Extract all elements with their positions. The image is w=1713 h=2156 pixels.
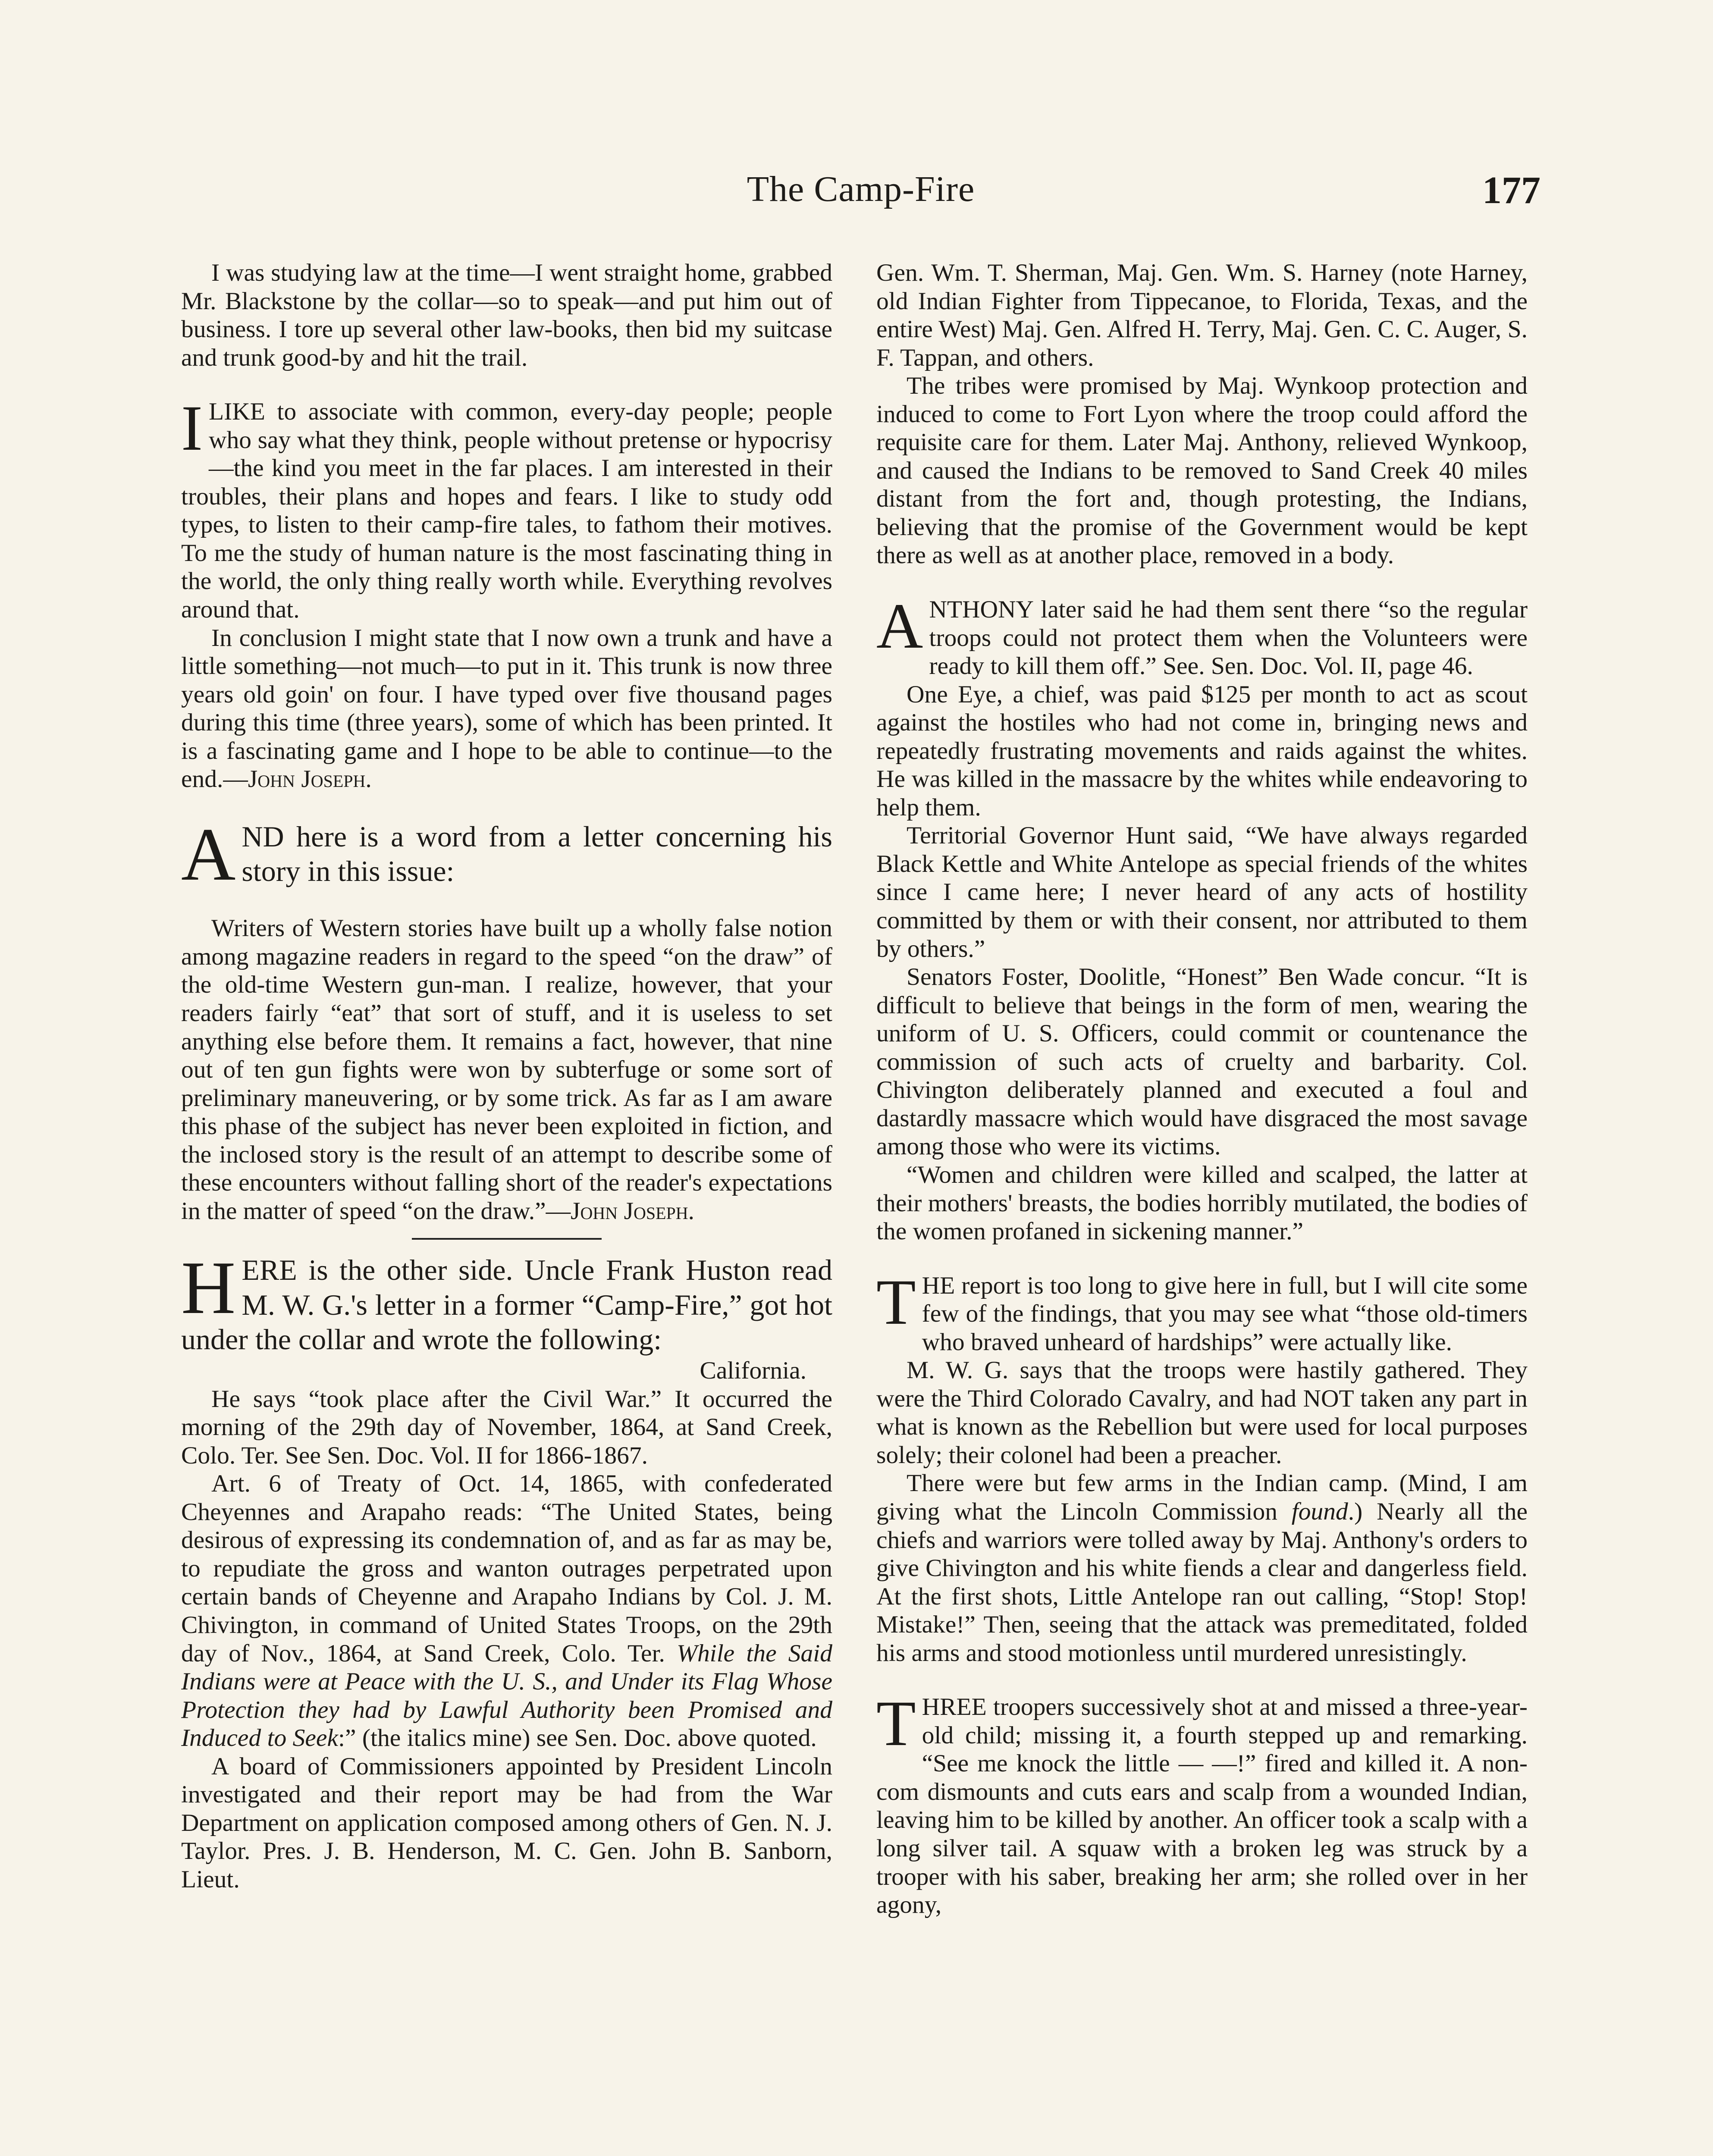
paragraph: I was studying law at the time—I went straight home, grabbed Mr. Blackstone by the collar—so to speak—and put him out of business. I tore up several other law-books, then bid my suitcase and trunk good-by and hit the trail. <box>181 259 832 371</box>
quoted-letter: Writers of Western stories have built up a wholly false notion among magazine readers in regard to the speed “on the draw” of the old-time Western gun-man. I realize, however, that your readers fairly “eat” that sort of stuff, and it is useless to set anything else before them. It remains a fact, however, that nine out of ten gun fights were won by subterfuge or some sort of preliminary maneuvering, or by some trick. As far as I am aware this phase of the subject has never been exploited in fiction, and the inclosed story is the result of an attempt to describe some of these encounters without falling short of the reader's expectations in the matter of speed “on the draw.”—John Joseph. <box>181 915 832 1225</box>
paragraph: M. W. G. says that the troops were hastily gathered. They were the Third Colorado Cavalry, and had NOT taken any part in what is known as the Rebellion but were used for local purposes solely; their colonel had been a preacher. <box>876 1357 1528 1469</box>
paragraph: ANTHONY later said he had them sent there “so the regular troops could not protect them when the Volunteers were ready to kill them off.” See. Sen. Doc. Vol. II, page 46. <box>876 590 1528 680</box>
paragraph: Art. 6 of Treaty of Oct. 14, 1865, with confederated Cheyennes and Arapaho reads: “The United States, being desirous of expressing its condemnation of, and as far as may be, to repudiate the gross and wanton outrages perpetrated upon certain bands of Cheyenne and Arapaho Indians by Col. J. M. Chivington, in command of United States Troops, on the 29th day of Nov., 1864, at Sand Creek, Colo. Ter. While the Said Indians were at Peace with the U. S., and Under its Flag Whose Protection they had by Lawful Authority been Promised and Induced to Seek:” (the italics mine) see Sen. Doc. above quoted. <box>181 1470 832 1752</box>
italic-word: found <box>1291 1498 1348 1525</box>
paragraph: Territorial Governor Hunt said, “We have always regarded Black Kettle and White Antelope as special friends of the whites since I came here; I never heard of any acts of hostility committed by them or with their consent, nor attributed to them by others.” <box>876 822 1528 962</box>
drop-cap: T <box>876 1266 916 1338</box>
page-title: The Camp-Fire <box>747 169 975 209</box>
paragraph: A board of Commissioners appointed by President Lincoln investigated and their report may be had from the War Department on application composed among others of Gen. N. J. Taylor. Pres. J. B. Henderson, M. C. Gen. John B. Sanborn, Lieut. <box>181 1752 832 1893</box>
drop-cap: A <box>181 812 236 896</box>
paragraph: In conclusion I might state that I now own a trunk and have a little something—not much—to put in it. This trunk is now three years old goin' on four. I have typed over five thousand pages during this time (three years), some of which has been printed. It is a fascinating game and I hope to be able to continue—to the end.—John Joseph. <box>181 624 832 793</box>
paragraph: The tribes were promised by Maj. Wynkoop protection and induced to come to Fort Lyon where the troop could afford the requisite care for them. Later Maj. Anthony, relieved Wynkoop, and caused the Indians to be removed to Sand Creek 40 miles distant from the fort and, though protesting, the Indians, believing that the promise of the Government would be kept there as well as at another place, removed in a body. <box>876 372 1528 569</box>
paragraph: Senators Foster, Doolitle, “Honest” Ben Wade concur. “It is difficult to believe that beings in the form of men, wearing the uniform of U. S. Officers, could commit or countenance the commission of such acts of cruelty and barbarity. Col. Chivington deliberately planned and executed a foul and dastardly massacre which would have disgraced the most savage among those who were its victims. <box>876 963 1528 1160</box>
left-column <box>181 259 832 2156</box>
italic-quote: While the Said Indians were at Peace with the U. S., and Under its Flag Whose Protection they had by Lawful Authority been Promised and Induced to Seek <box>181 1639 832 1752</box>
paragraph: “Women and children were killed and scalped, the latter at their mothers' breasts, the bodies horribly mutilated, the bodies of the women profaned in sickening manner.” <box>876 1161 1528 1245</box>
paragraph: He says “took place after the Civil War.” It occurred the morning of the 29th day of November, 1864, at Sand Creek, Colo. Ter. See Sen. Doc. Vol. II for 1866-1867. <box>181 1385 832 1469</box>
drop-cap: I <box>181 392 203 464</box>
paragraph: THREE troopers successively shot at and missed a three-year-old child; missing it, a fourth stepped up and remarking. “See me knock the little — —!” fired and killed it. A non-com dismounts and cuts ears and scalp from a wounded Indian, leaving him to be killed by another. An officer took a scalp with a long silver tail. A squaw with a broken leg was struck by a trooper with his saber, breaking her arm; she rolled over in her agony, <box>876 1688 1528 1919</box>
paragraph: One Eye, a chief, was paid $125 per month to act as scout against the hostiles who had not come in, bringing news and repeatedly frustrating movements and raids against the whites. He was killed in the massacre by the whites while endeavoring to help them. <box>876 680 1528 821</box>
paragraph: Gen. Wm. T. Sherman, Maj. Gen. Wm. S. Harney (note Harney, old Indian Fighter from Tippecanoe, to Florida, Texas, and the entire West) Maj. Gen. Alfred H. Terry, Maj. Gen. C. C. Auger, S. F. Tappan, and others. <box>876 259 1528 371</box>
paragraph: THE report is too long to give here in full, but I will cite some few of the findings, that you may see what “those old-timers who braved unheard of hardships” were actually like. <box>876 1266 1528 1356</box>
right-column <box>876 259 1528 2156</box>
signature: John Joseph. <box>248 765 372 793</box>
section-divider <box>412 1238 602 1240</box>
signature: John Joseph. <box>571 1197 695 1225</box>
drop-cap: T <box>876 1688 916 1760</box>
paragraph: I LIKE to associate with common, every-day people; people who say what they think, people without pretense or hypocrisy—the kind you meet in the far places. I am interested in their troubles, their plans and hopes and fears. I like to study odd types, to listen to their camp-fire tales, to fathom their motives. To me the study of human nature is the most fascinating thing in the world, the only thing really worth while. Everything revolves around that. <box>181 392 832 624</box>
section-lead: AND here is a word from a letter concerning his story in this issue: <box>181 812 832 896</box>
paragraph: There were but few arms in the Indian camp. (Mind, I am giving what the Lincoln Commission found.) Nearly all the chiefs and warriors were tolled away by Maj. Anthony's orders to give Chivington and his white fiends a clear and dangerless field. At the first shots, Little Antelope ran out calling, “Stop! Stop! Mistake!” Then, seeing that the attack was premeditated, folded his arms and stood motionless until murdered unresistingly. <box>876 1470 1528 1667</box>
page-header <box>181 168 1540 220</box>
section-lead: HERE is the other side. Uncle Frank Huston read M. W. G.'s letter in a former “Camp-Fire,” got hot under the collar and wrote the following: <box>181 1246 832 1356</box>
drop-cap: A <box>876 590 923 662</box>
page-number: 177 <box>1482 169 1540 212</box>
drop-cap: H <box>181 1246 236 1330</box>
dateline: California. <box>700 1357 806 1385</box>
